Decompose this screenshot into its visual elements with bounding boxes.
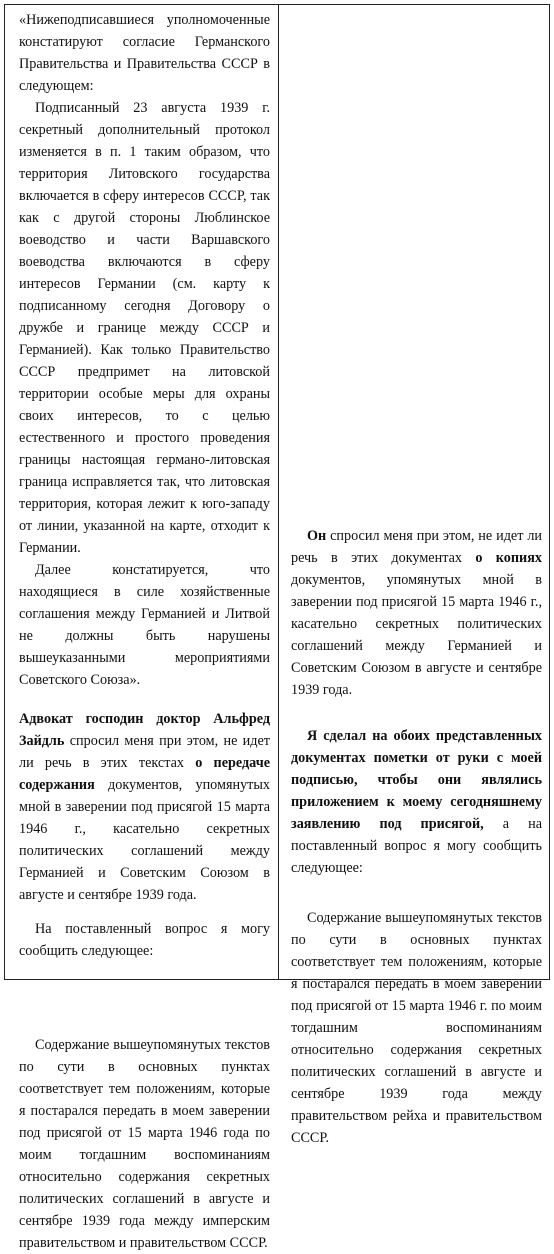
comparison-table [4,4,550,1251]
lawyer-emphasis: о передаче содержания [19,755,270,793]
lawyer-text-2: документов, упомянутых мной в заверении под присягой 15 марта 1946 г., касательно секретных политических соглашений между Германией и Советским Союзом в августе и сентябре 1939 года. [19,777,270,903]
he-word: Он [307,528,327,544]
lawyer-name: Адвокат господин доктор Альфред Зайдль [19,711,270,749]
right-column [279,5,550,1146]
notes-text: а на поставленный вопрос я могу сообщить следующее: [291,816,543,876]
he-text-2: документов, упомянутых мной в заверении под присягой 15 марта 1946 г., касательно секретных политических соглашений между Германией и Советским Союзом в августе и сентябре 1939 года. [291,572,542,698]
left-column [5,5,278,1251]
quote-paragraph-1: «Нижеподписавшиеся уполномоченные констатируют согласие Германского Правительства и Правительства СССР в следующем: [19,12,270,94]
he-text-1: спросил меня при этом, не идет ли речь в этих документах [291,528,542,566]
notes-paragraph [291,725,542,879]
content-paragraph-left: Содержание вышеупомянутых текстов по сути в основных пунктах соответствует тем положениям, которые я постарался передать в моем заверении под присягой от 15 марта 1946 года по моим тогдашним воспоминаниям относительно содержания секретных политических соглашений в августе и сентябре 1939 года между имперским правительством и правительством СССР. [19,1037,270,1251]
he-paragraph [291,525,542,701]
quote-paragraph-3: Далее констатируется, что находящиеся в силе хозяйственные соглашения между Германией и Литвой не должны быть нарушены вышеуказанными мероприятиями Советского Союза». [19,562,270,688]
lawyer-text-1: спросил меня при этом, не идет ли речь в этих текстах [19,733,270,771]
he-emphasis: о копиях [475,550,542,566]
question-paragraph: На поставленный вопрос я могу сообщить следующее: [19,921,270,959]
notes-emphasis: Я сделал на обоих представленных документах пометки от руки с моей подписью, чтобы они являлись приложением к моему сегодняшнему заявлению под присягой, [291,728,542,832]
content-paragraph-right: Содержание вышеупомянутых текстов по сути в основных пунктах соответствует тем положениям, которые я постарался передать в моем заверении под присягой от 15 марта 1946 г. по моим тогдашним воспоминаниям относительно содержания секретных политических соглашений в августе и сентябре 1939 года между правительством рейха и правительством СССР. [291,910,542,1146]
lawyer-paragraph [19,708,270,906]
quote-paragraph-2: Подписанный 23 августа 1939 г. секретный дополнительный протокол изменяется в п. 1 таким образом, что территория Литовского государства включается в сферу интересов СССР, так как с другой стороны Люблинское воеводство и части Варшавского воеводства включаются в сферу интересов Германии (см. карту к подписанному сегодня Договору о дружбе и границе между СССР и Германией). Как только Правительство СССР предпримет на литовской территории особые меры для охраны своих интересов, то с целью естественного и простого проведения границы настоящая германо-литовская граница исправляется так, что литовская территория, которая лежит к юго-западу от линии, указанной на карте, отходит к Германии. [19,100,270,556]
